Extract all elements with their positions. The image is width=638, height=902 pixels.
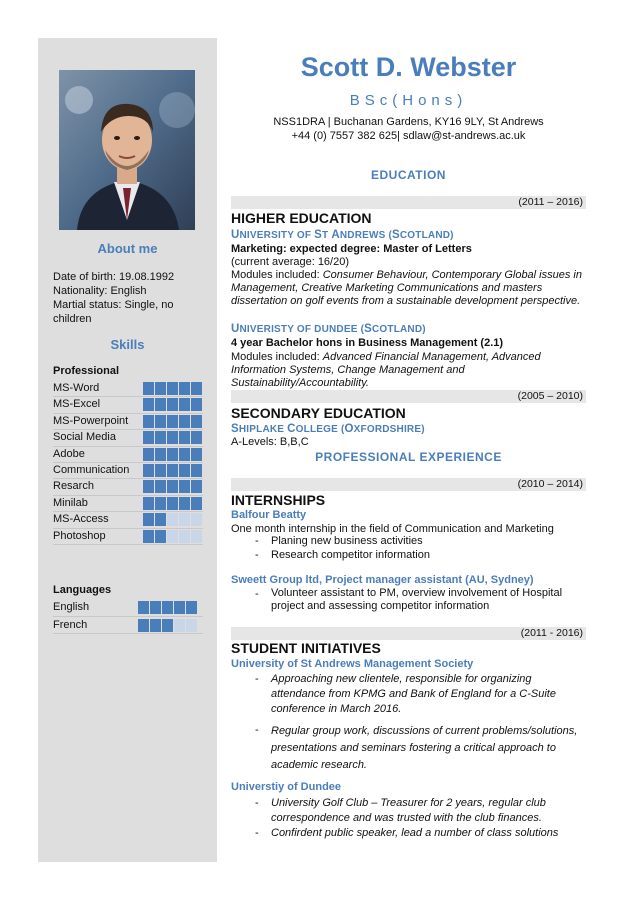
skill-level-box [155, 464, 166, 477]
skill-level-box [155, 497, 166, 510]
skill-level-meter [143, 415, 202, 428]
nationality: Nationality: English [53, 285, 147, 297]
school-name: SHIPLAKE COLLEGE (OXFORDSHIRE) [231, 423, 425, 435]
internships-title: INTERNSHIPS [231, 492, 326, 508]
university-1-average: (current average: 16/20) [231, 256, 350, 268]
about-heading: About me [97, 241, 158, 256]
language-row [53, 599, 203, 617]
internships-dates: (2010 – 2014) [231, 478, 586, 491]
skill-row [53, 529, 203, 545]
skill-level-box [179, 382, 190, 395]
skill-level-meter [143, 480, 202, 493]
skill-name: Minilab [53, 496, 88, 509]
skill-level-box [143, 513, 154, 526]
university-2-modules [231, 351, 586, 391]
skill-row [53, 447, 203, 463]
language-level-box [186, 601, 197, 614]
address: NSS1DRA | Buchanan Gardens, KY16 9LY, St Andrews [273, 116, 544, 128]
skill-level-box [143, 431, 154, 444]
skill-level-meter [143, 431, 202, 444]
skill-level-box [167, 480, 178, 493]
skill-row [53, 414, 203, 430]
language-level-box [150, 601, 161, 614]
skill-level-box [179, 448, 190, 461]
university-2-name: UNIVERISTY OF DUNDEE (SCOTLAND) [231, 323, 426, 335]
skill-level-box [179, 431, 190, 444]
secondary-education-dates: (2005 – 2010) [231, 390, 586, 403]
skill-level-box [167, 464, 178, 477]
skill-level-box [191, 398, 202, 411]
candidate-name: Scott D. Webster [300, 52, 517, 82]
skill-level-meter [143, 530, 202, 543]
skill-level-box [143, 415, 154, 428]
skill-level-box [191, 497, 202, 510]
skill-level-meter [143, 382, 202, 395]
skill-name: Communication [53, 463, 130, 476]
modules-label: Modules included: [231, 351, 323, 363]
skill-level-box [191, 382, 202, 395]
skill-level-box [167, 448, 178, 461]
skill-level-box [191, 448, 202, 461]
language-level-meter [138, 601, 197, 614]
university-2-degree: 4 year Bachelor hons in Business Management (2.1) [231, 337, 504, 349]
skill-level-box [143, 382, 154, 395]
language-level-box [150, 619, 161, 632]
sidebar [38, 38, 217, 862]
language-level-box [138, 601, 149, 614]
skill-level-meter [143, 497, 202, 510]
education-heading: EDUCATION [371, 168, 446, 182]
main-content [231, 0, 586, 902]
skill-level-box [155, 530, 166, 543]
skill-level-box [191, 530, 202, 543]
bullet-item: - Regular group work, discussions of current problems/solutions, presentations and seminars fostering a critical approach to academic research. [255, 724, 578, 771]
org-sweett-group: Sweett Group ltd, Project manager assistant (AU, Sydney) [231, 574, 534, 586]
skill-level-box [143, 398, 154, 411]
skill-level-box [167, 398, 178, 411]
skill-level-meter [143, 398, 202, 411]
language-level-box [174, 601, 185, 614]
skill-row [53, 463, 203, 479]
language-level-box [162, 619, 173, 632]
higher-education-dates: (2011 – 2016) [231, 196, 586, 209]
bullet-item: - Planing new business activities [255, 535, 423, 547]
skill-level-box [155, 415, 166, 428]
skill-level-box [167, 415, 178, 428]
experience-heading: PROFESSIONAL EXPERIENCE [315, 450, 502, 464]
modules-label: Modules included: [231, 269, 323, 281]
skill-level-box [167, 382, 178, 395]
professional-label: Professional [53, 365, 120, 377]
skill-name: MS-Excel [53, 398, 101, 411]
a-levels: A-Levels: B,B,C [231, 436, 309, 448]
skill-level-box [143, 530, 154, 543]
skill-name: Photoshop [53, 529, 106, 542]
profile-photo [59, 70, 195, 230]
skill-level-box [191, 464, 202, 477]
language-row [53, 617, 203, 635]
bullet-item: - Volunteer assistant to PM, overview involvement of Hospital project and assessing competitor information [255, 587, 563, 612]
bullet-item: - Confirdent public speaker, lead a number of class solutions [255, 827, 559, 839]
skill-level-box [155, 398, 166, 411]
skill-name: MS-Powerpoint [53, 414, 129, 427]
university-1-modules [231, 269, 586, 309]
skill-level-box [155, 448, 166, 461]
initiatives-dates: (2011 - 2016) [231, 627, 586, 640]
bullet-item: - Research competitor information [255, 549, 430, 561]
modules-text: Advanced Financial Management, Advanced Information Systems, Change Management and Sustainability/Accountability. [231, 351, 541, 390]
skill-level-box [143, 480, 154, 493]
skill-level-box [167, 431, 178, 444]
skill-level-box [191, 431, 202, 444]
skill-level-box [167, 497, 178, 510]
org-1-description: One month internship in the field of Communication and Marketing [231, 523, 554, 535]
skill-level-meter [143, 448, 202, 461]
skill-level-box [179, 415, 190, 428]
contact-info: +44 (0) 7557 382 625| sdlaw@st-andrews.ac.uk [291, 130, 526, 142]
skill-level-box [179, 497, 190, 510]
skill-name: Social Media [53, 431, 116, 444]
skill-level-box [155, 513, 166, 526]
candidate-degree: BSc(Hons) [349, 92, 468, 109]
skill-name: MS-Access [53, 513, 109, 526]
skill-level-box [155, 382, 166, 395]
skill-level-box [155, 431, 166, 444]
language-level-box [186, 619, 197, 632]
university-1-degree: Marketing: expected degree: Master of Letters [231, 243, 472, 255]
language-level-box [162, 601, 173, 614]
language-level-box [174, 619, 185, 632]
org-university-dundee: Universtiy of Dundee [231, 781, 342, 793]
skill-name: Resarch [53, 480, 94, 493]
date-of-birth: Date of birth: 19.08.1992 [53, 271, 175, 283]
initiatives-title: STUDENT INITIATIVES [231, 640, 381, 656]
skill-level-box [167, 530, 178, 543]
skill-row [53, 512, 203, 528]
skill-row [53, 479, 203, 495]
org-management-society: University of St Andrews Management Society [231, 658, 474, 670]
skill-level-box [167, 513, 178, 526]
skill-row [53, 381, 203, 397]
skill-level-box [179, 480, 190, 493]
skill-name: MS-Word [53, 382, 100, 394]
skill-level-box [179, 513, 190, 526]
language-level-box [138, 619, 149, 632]
skill-level-box [191, 480, 202, 493]
language-name: English [53, 601, 90, 613]
skill-level-meter [143, 464, 202, 477]
skill-row [53, 430, 203, 446]
skill-level-meter [143, 513, 202, 526]
skill-level-box [179, 530, 190, 543]
skill-row [53, 397, 203, 413]
skill-level-box [143, 464, 154, 477]
skill-row [53, 496, 203, 512]
modules-text: Consumer Behaviour, Contemporary Global issues in Management, Creative Marketing Communications and masters dissertation on golf events from a sustainable development perspective. [231, 269, 582, 308]
skill-level-box [143, 448, 154, 461]
language-list [53, 599, 203, 634]
marital-status: Martial status: Single, no children [53, 299, 174, 325]
language-level-meter [138, 619, 197, 632]
bullet-item: - University Golf Club – Treasurer for 2 years, regular club correspondence and was trusted with the club finances. [255, 797, 546, 824]
university-1-name: UNIVERSITY OF ST ANDREWS (SCOTLAND) [231, 229, 454, 241]
secondary-education-title: SECONDARY EDUCATION [231, 405, 406, 421]
language-name: French [53, 618, 88, 631]
higher-education-title: HIGHER EDUCATION [231, 210, 372, 226]
skill-level-box [143, 497, 154, 510]
skill-level-box [155, 480, 166, 493]
languages-label: Languages [53, 584, 112, 596]
bullet-item: - Approaching new clientele, responsible for organizing attendance from KPMG and Bank of England for a C-Suite conference in March 2016. [255, 673, 556, 715]
skill-level-box [179, 464, 190, 477]
skill-level-box [179, 398, 190, 411]
skill-level-box [191, 513, 202, 526]
org-balfour-beatty: Balfour Beatty [231, 509, 307, 521]
skills-heading: Skills [110, 337, 145, 352]
skill-name: Adobe [53, 447, 85, 460]
skill-level-box [191, 415, 202, 428]
skill-list [53, 381, 203, 545]
